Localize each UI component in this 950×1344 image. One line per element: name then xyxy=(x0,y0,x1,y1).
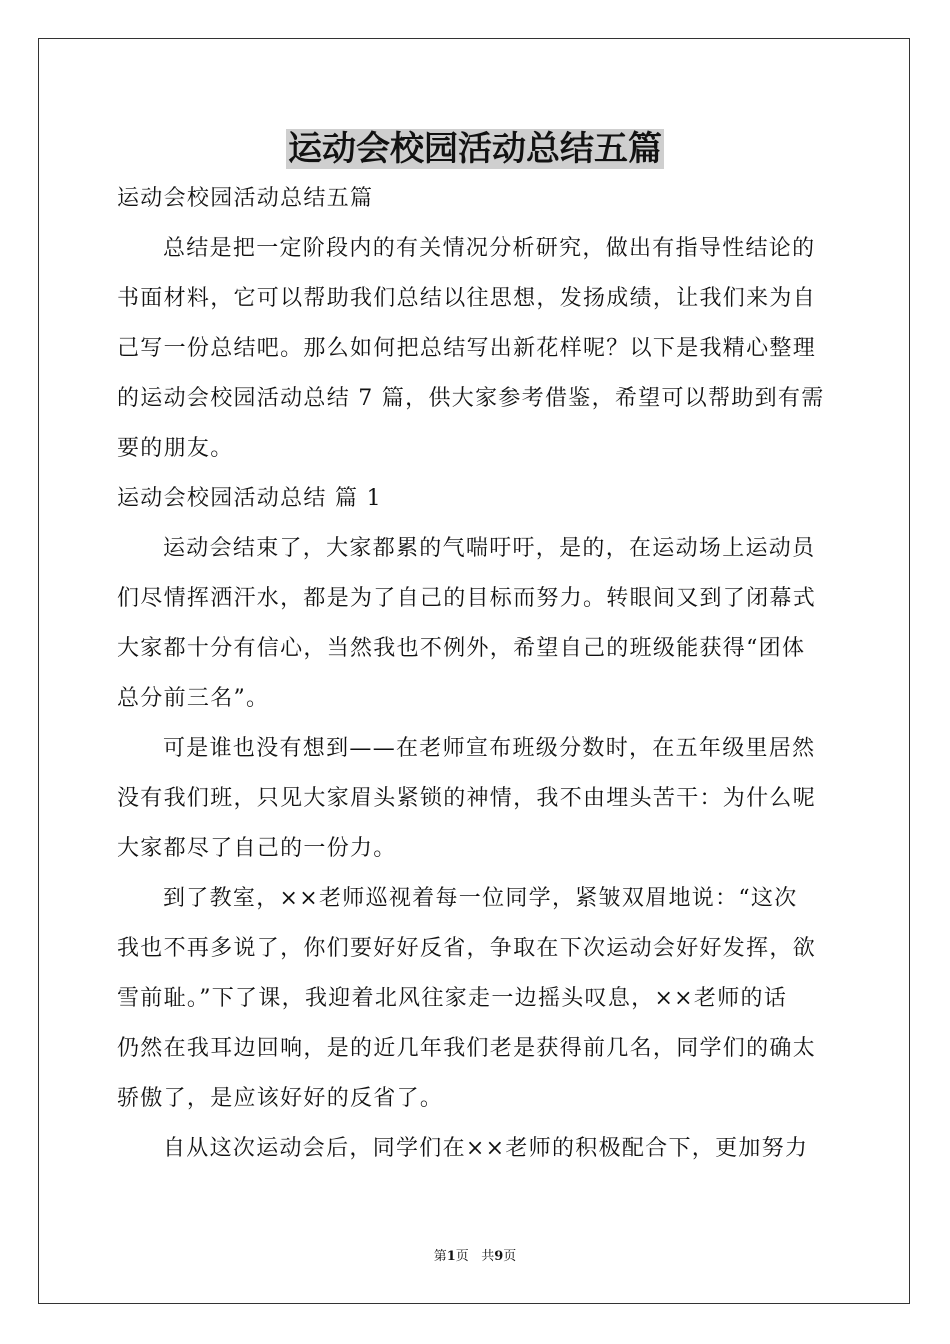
text-line: 们尽情挥洒汗水，都是为了自己的目标而努力。转眼间又到了闭幕式 xyxy=(117,586,817,611)
text-line: 大家都十分有信心，当然我也不例外，希望自己的班级能获得“团体 xyxy=(117,636,806,661)
text-line: 运动会校园活动总结 篇 1 xyxy=(117,486,382,511)
text-line: 我也不再多说了，你们要好好反省，争取在下次运动会好好发挥，欲 xyxy=(117,936,817,961)
total-pages-prefix: 共 xyxy=(481,1249,495,1264)
text-line: 己写一份总结吧。那么如何把总结写出新花样呢？以下是我精心整理 xyxy=(117,336,817,361)
total-pages-suffix: 页 xyxy=(503,1249,517,1264)
text-line: 没有我们班，只见大家眉头紧锁的神情，我不由埋头苦干：为什么呢 xyxy=(117,786,817,811)
page-footer xyxy=(0,1248,950,1266)
text-line: 的运动会校园活动总结 7 篇，供大家参考借鉴，希望可以帮助到有需 xyxy=(117,386,825,411)
text-line: 可是谁也没有想到——在老师宣布班级分数时，在五年级里居然 xyxy=(163,736,816,761)
page-number: 1 xyxy=(446,1249,456,1264)
text-line: 雪前耻。”下了课，我迎着北风往家走一边摇头叹息，××老师的话 xyxy=(117,986,788,1011)
text-line: 仍然在我耳边回响，是的近几年我们老是获得前几名，同学们的确太 xyxy=(117,1036,817,1061)
text-line: 运动会校园活动总结五篇 xyxy=(117,186,374,211)
text-line: 自从这次运动会后，同学们在××老师的积极配合下，更加努力 xyxy=(163,1136,809,1161)
text-line: 总分前三名”。 xyxy=(117,686,270,711)
text-line: 要的朋友。 xyxy=(117,436,234,461)
text-line: 到了教室，××老师巡视着每一位同学，紧皱双眉地说：“这次 xyxy=(163,886,798,911)
page-number-suffix: 页 xyxy=(455,1249,469,1264)
total-pages: 9 xyxy=(494,1249,504,1264)
text-line: 大家都尽了自己的一份力。 xyxy=(117,836,397,861)
text-line: 总结是把一定阶段内的有关情况分析研究，做出有指导性结论的 xyxy=(163,236,816,261)
text-line: 骄傲了，是应该好好的反省了。 xyxy=(117,1086,444,1111)
page-number-prefix: 第 xyxy=(433,1249,447,1264)
document-body xyxy=(117,174,833,1174)
text-line: 书面材料，它可以帮助我们总结以往思想，发扬成绩，让我们来为自 xyxy=(117,286,817,311)
document-title: 运动会校园活动总结五篇 xyxy=(288,129,662,169)
text-line: 运动会结束了，大家都累的气喘吁吁，是的，在运动场上运动员 xyxy=(163,536,816,561)
